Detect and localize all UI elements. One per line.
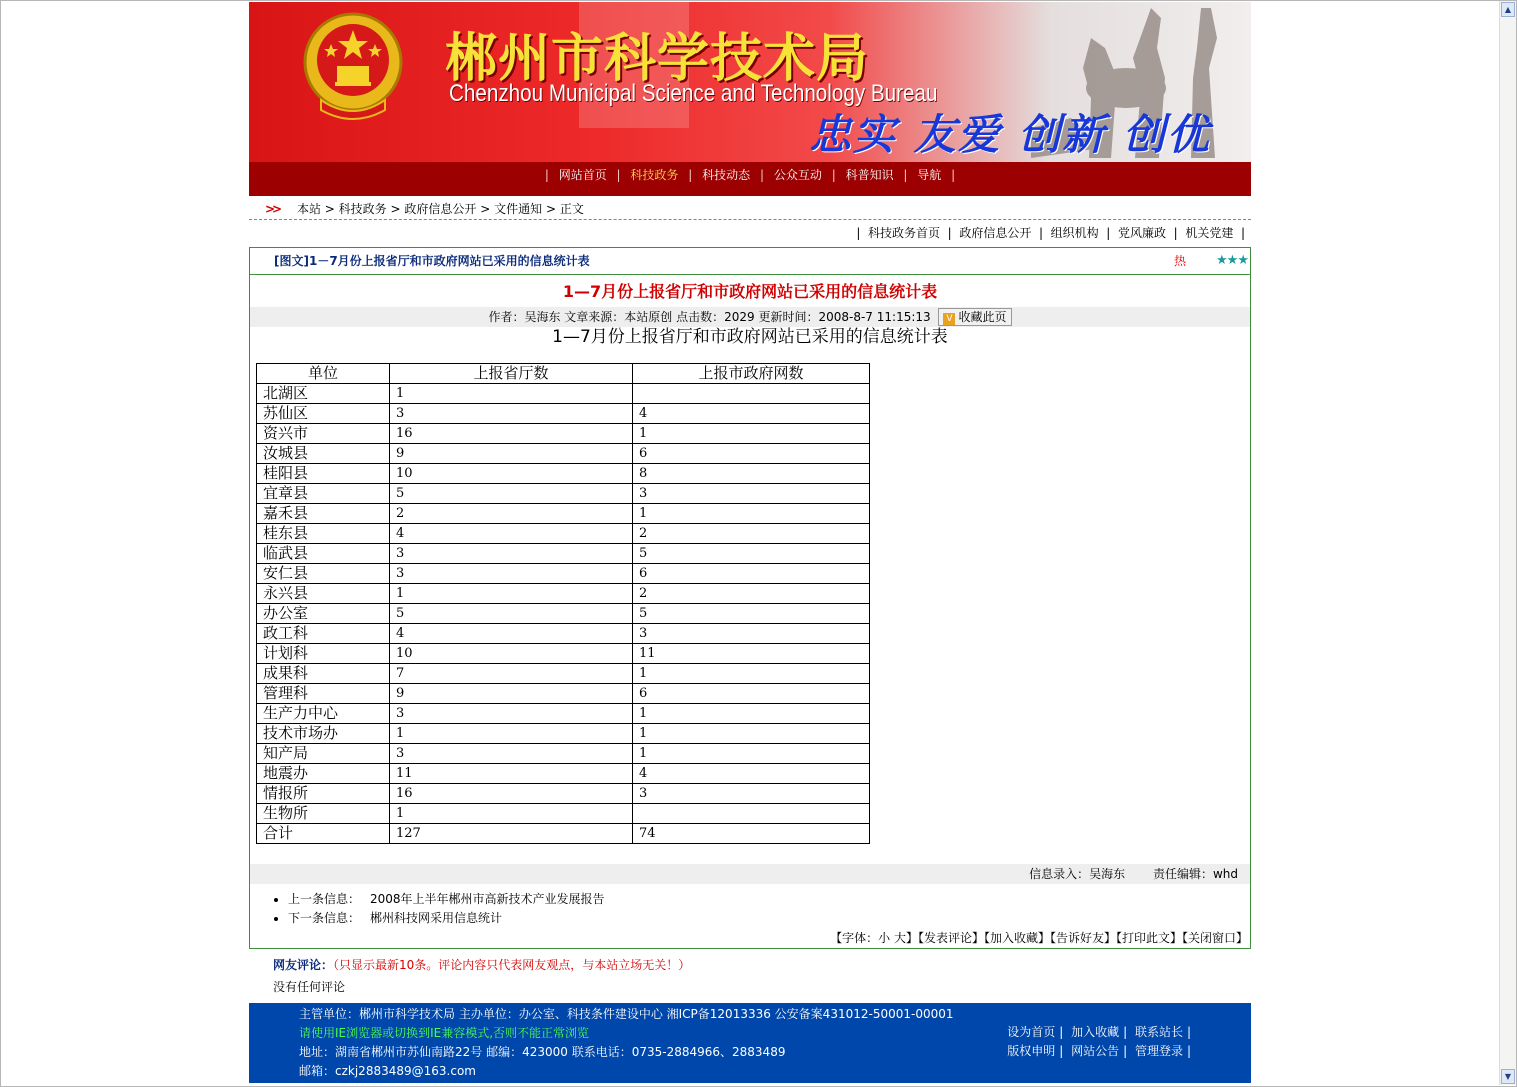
table-row: [257, 484, 870, 504]
table-cell-unit: 桂东县: [257, 524, 390, 544]
table-cell-city: 4: [633, 404, 870, 424]
table-cell-city: 5: [633, 544, 870, 564]
next-article: [288, 909, 1250, 928]
table-cell-city: 1: [633, 704, 870, 724]
table-cell-unit: 桂阳县: [257, 464, 390, 484]
table-row: [257, 404, 870, 424]
nav-item-popsci[interactable]: 科普知识: [845, 168, 894, 182]
footer-link-contact[interactable]: 联系站长: [1134, 1025, 1183, 1039]
table-cell-province: 7: [390, 664, 633, 684]
nav-separator: |: [903, 168, 908, 182]
banner-slogan: 忠实 友爱 创新 创优: [809, 110, 1211, 159]
table-row: [257, 784, 870, 804]
scroll-up-arrow-icon[interactable]: ▲: [1501, 2, 1515, 17]
table-cell-province: 10: [390, 644, 633, 664]
article-box-title: [图文]1－7月份上报省厅和市政府网站已采用的信息统计表: [274, 254, 590, 268]
table-cell-city: 6: [633, 684, 870, 704]
table-cell-province: 9: [390, 444, 633, 464]
table-cell-city: 1: [633, 724, 870, 744]
table-cell-unit: 资兴市: [257, 424, 390, 444]
breadcrumb-item-current: 正文: [559, 202, 584, 216]
table-cell-province: 3: [390, 564, 633, 584]
breadcrumb-separator: >: [480, 202, 491, 216]
nav-separator: |: [759, 168, 765, 182]
breadcrumb: [249, 199, 1251, 220]
table-cell-unit: 宜章县: [257, 484, 390, 504]
table-cell-province: 1: [390, 804, 633, 824]
hot-badge: 热: [1173, 254, 1186, 268]
table-cell-unit: 管理科: [257, 684, 390, 704]
table-cell-unit: 苏仙区: [257, 404, 390, 424]
table-cell-city: 1: [633, 664, 870, 684]
table-cell-province: 1: [390, 384, 633, 404]
table-cell-city: 2: [633, 524, 870, 544]
nav-separator: |: [544, 168, 549, 182]
footer-info: [299, 1005, 954, 1081]
table-cell-city: 6: [633, 564, 870, 584]
table-cell-unit: 政工科: [257, 624, 390, 644]
article-meta: [250, 307, 1250, 327]
editor-info: [250, 864, 1250, 884]
footer-sponsor: 主管单位：郴州市科学技术局 主办单位：办公室、科技条件建设中心 湘ICP备12013336 公安备案431012-50001-00001: [299, 1007, 954, 1021]
table-cell-unit: 嘉禾县: [257, 504, 390, 524]
table-row: [257, 724, 870, 744]
site-banner: [249, 2, 1251, 162]
table-cell-unit: 地震办: [257, 764, 390, 784]
breadcrumb-item-site[interactable]: 本站: [296, 202, 321, 216]
table-row: [257, 604, 870, 624]
table-cell-unit: 知产局: [257, 744, 390, 764]
table-cell-unit: 计划科: [257, 644, 390, 664]
footer-links: 设为首页 | 加入收藏 | 联系站长 | 版权申明 | 网站公告 | 管理登录 |: [1007, 1025, 1191, 1058]
subnav-item-org[interactable]: 组织机构: [1050, 226, 1099, 240]
table-cell-city: 74: [633, 824, 870, 844]
prev-article: [288, 890, 1250, 909]
table-cell-city: 3: [633, 484, 870, 504]
breadcrumb-item-sci-affairs[interactable]: 科技政务: [338, 202, 387, 216]
sub-nav: | 科技政务首页 | 政府信息公开 | 组织机构 | 党风廉政 | 机关党建 |: [856, 226, 1245, 240]
table-header-cell: 单位: [257, 364, 390, 384]
table-cell-province: 11: [390, 764, 633, 784]
prev-next-list: [250, 890, 1250, 928]
table-row: [257, 624, 870, 644]
table-row: [257, 544, 870, 564]
table-row: [257, 824, 870, 844]
article-box: [249, 247, 1251, 949]
prev-label: 上一条信息：: [288, 892, 361, 906]
rating-stars-icon: ★★★: [1216, 253, 1248, 268]
prev-article-link[interactable]: 2008年上半年郴州市高新技术产业发展报告: [370, 892, 605, 906]
table-row: [257, 424, 870, 444]
page-container: [249, 2, 1251, 1083]
footer-link-set-home[interactable]: 设为首页: [1007, 1025, 1056, 1039]
table-cell-city: 8: [633, 464, 870, 484]
table-row: [257, 804, 870, 824]
breadcrumb-separator: >: [324, 202, 335, 216]
nav-item-navigation[interactable]: 导航: [917, 168, 942, 182]
site-title-en: Chenzhou Municipal Science and Technology Bureau: [449, 80, 938, 107]
table-cell-city: 1: [633, 504, 870, 524]
table-row: [257, 684, 870, 704]
breadcrumb-separator: >: [545, 202, 557, 216]
table-cell-province: 3: [390, 704, 633, 724]
table-row: [257, 644, 870, 664]
table-cell-unit: 办公室: [257, 604, 390, 624]
editor-responsible: 责任编辑：whd: [1152, 867, 1238, 881]
table-row: [257, 564, 870, 584]
breadcrumb-separator: >: [390, 202, 401, 216]
table-cell-city: 4: [633, 764, 870, 784]
table-cell-province: 4: [390, 524, 633, 544]
table-cell-unit: 汝城县: [257, 444, 390, 464]
table-cell-city: 3: [633, 784, 870, 804]
table-row: [257, 384, 870, 404]
national-emblem-icon: [301, 10, 405, 122]
subnav-item-affairs-home[interactable]: 科技政务首页: [868, 226, 941, 240]
table-row: [257, 504, 870, 524]
stats-table: [256, 363, 870, 844]
table-cell-unit: 成果科: [257, 664, 390, 684]
nav-item-home[interactable]: 网站首页: [558, 168, 607, 182]
table-row: [257, 584, 870, 604]
table-cell-province: 3: [390, 744, 633, 764]
nav-item-sci-affairs[interactable]: 科技政务: [630, 168, 679, 182]
table-cell-unit: 技术市场办: [257, 724, 390, 744]
subnav-item-gov-info[interactable]: 政府信息公开: [959, 226, 1032, 240]
table-cell-province: 127: [390, 824, 633, 844]
footer-link-bookmark[interactable]: 加入收藏: [1071, 1025, 1120, 1039]
comments-label: 网友评论：: [273, 958, 334, 972]
table-row: [257, 704, 870, 724]
table-header-cell: 上报省厅数: [390, 364, 633, 384]
table-row: [257, 664, 870, 684]
nav-item-sci-news[interactable]: 科技动态: [702, 168, 751, 182]
footer-link-announcement[interactable]: 网站公告: [1071, 1044, 1120, 1058]
table-cell-city: 1: [633, 424, 870, 444]
article-tools[interactable]: 【字体：小 大】【发表评论】【加入收藏】【告诉好友】【打印此文】【关闭窗口】: [830, 931, 1248, 945]
table-cell-city: [633, 384, 870, 404]
table-cell-unit: 生物所: [257, 804, 390, 824]
table-cell-province: 1: [390, 584, 633, 604]
table-cell-unit: 永兴县: [257, 584, 390, 604]
table-row: [257, 764, 870, 784]
article-title: 1—7月份上报省厅和市政府网站已采用的信息统计表: [562, 282, 938, 301]
nav-separator: |: [951, 168, 956, 182]
breadcrumb-item-notices[interactable]: 文件通知: [494, 202, 543, 216]
main-nav: [249, 162, 1251, 196]
table-cell-city: 2: [633, 584, 870, 604]
table-cell-unit: 生产力中心: [257, 704, 390, 724]
breadcrumb-item-gov-info[interactable]: 政府信息公开: [404, 202, 477, 216]
table-row: [257, 444, 870, 464]
breadcrumb-arrows-icon: >>: [265, 202, 280, 216]
table-cell-unit: 临武县: [257, 544, 390, 564]
table-cell-province: 2: [390, 504, 633, 524]
table-cell-province: 10: [390, 464, 633, 484]
table-cell-province: 4: [390, 624, 633, 644]
table-cell-province: 3: [390, 544, 633, 564]
table-cell-province: 3: [390, 404, 633, 424]
table-row: [257, 464, 870, 484]
comments-empty: 没有任何评论: [273, 980, 346, 994]
footer-link-copyright[interactable]: 版权申明: [1007, 1044, 1056, 1058]
nav-separator: |: [831, 168, 836, 182]
table-cell-city: [633, 804, 870, 824]
table-cell-unit: 情报所: [257, 784, 390, 804]
site-footer: [249, 1003, 1251, 1083]
article-meta-text: 作者：吴海东 文章来源：本站原创 点击数：2029 更新时间：2008-8-7 11:15:13: [488, 310, 931, 324]
article-subtitle: 1—7月份上报省厅和市政府网站已采用的信息统计表: [552, 327, 948, 347]
table-cell-province: 16: [390, 784, 633, 804]
table-cell-unit: 安仁县: [257, 564, 390, 584]
table-cell-city: 1: [633, 744, 870, 764]
footer-address: 地址：湖南省郴州市苏仙南路22号 邮编：423000 联系电话：0735-2884966、2883489: [299, 1045, 786, 1059]
next-label: 下一条信息：: [288, 911, 361, 925]
subnav-item-party[interactable]: 机关党建: [1185, 226, 1234, 240]
nav-separator: |: [616, 168, 621, 182]
table-cell-province: 5: [390, 484, 633, 504]
table-cell-unit: 北湖区: [257, 384, 390, 404]
footer-browser-notice: 请使用IE浏览器或切换到IE兼容模式,否则不能正常浏览: [299, 1026, 590, 1040]
table-cell-city: 11: [633, 644, 870, 664]
table-cell-province: 9: [390, 684, 633, 704]
bookmark-label: 收藏此页: [958, 310, 1007, 324]
table-row: [257, 524, 870, 544]
table-header-cell: 上报市政府网数: [633, 364, 870, 384]
site-title-cn: 郴州市科学技术局: [445, 29, 870, 89]
table-row: [257, 744, 870, 764]
footer-link-admin-login[interactable]: 管理登录: [1134, 1044, 1183, 1058]
table-cell-city: 3: [633, 624, 870, 644]
bookmark-icon: V: [943, 313, 955, 325]
editor-entry: 信息录入：吴海东: [1029, 867, 1126, 881]
table-cell-city: 6: [633, 444, 870, 464]
table-cell-province: 1: [390, 724, 633, 744]
footer-email: 邮箱：czkj2883489@163.com: [299, 1064, 476, 1078]
article-box-header: [250, 248, 1250, 275]
vertical-scrollbar[interactable]: [1499, 1, 1516, 1085]
table-cell-city: 5: [633, 604, 870, 624]
next-article-link[interactable]: 郴州科技网采用信息统计: [370, 911, 503, 925]
table-cell-unit: 合计: [257, 824, 390, 844]
comments-header: [249, 955, 1251, 975]
subnav-item-integrity[interactable]: 党风廉政: [1117, 226, 1166, 240]
nav-separator: |: [688, 168, 693, 182]
table-cell-province: 5: [390, 604, 633, 624]
bookmark-button[interactable]: [938, 308, 1011, 326]
nav-item-interaction[interactable]: 公众互动: [773, 168, 822, 182]
table-cell-province: 16: [390, 424, 633, 444]
comments-note: （只显示最新10条。评论内容只代表网友观点，与本站立场无关！）: [333, 958, 691, 972]
table-header-row: [257, 364, 870, 384]
scroll-down-arrow-icon[interactable]: ▼: [1501, 1069, 1515, 1084]
